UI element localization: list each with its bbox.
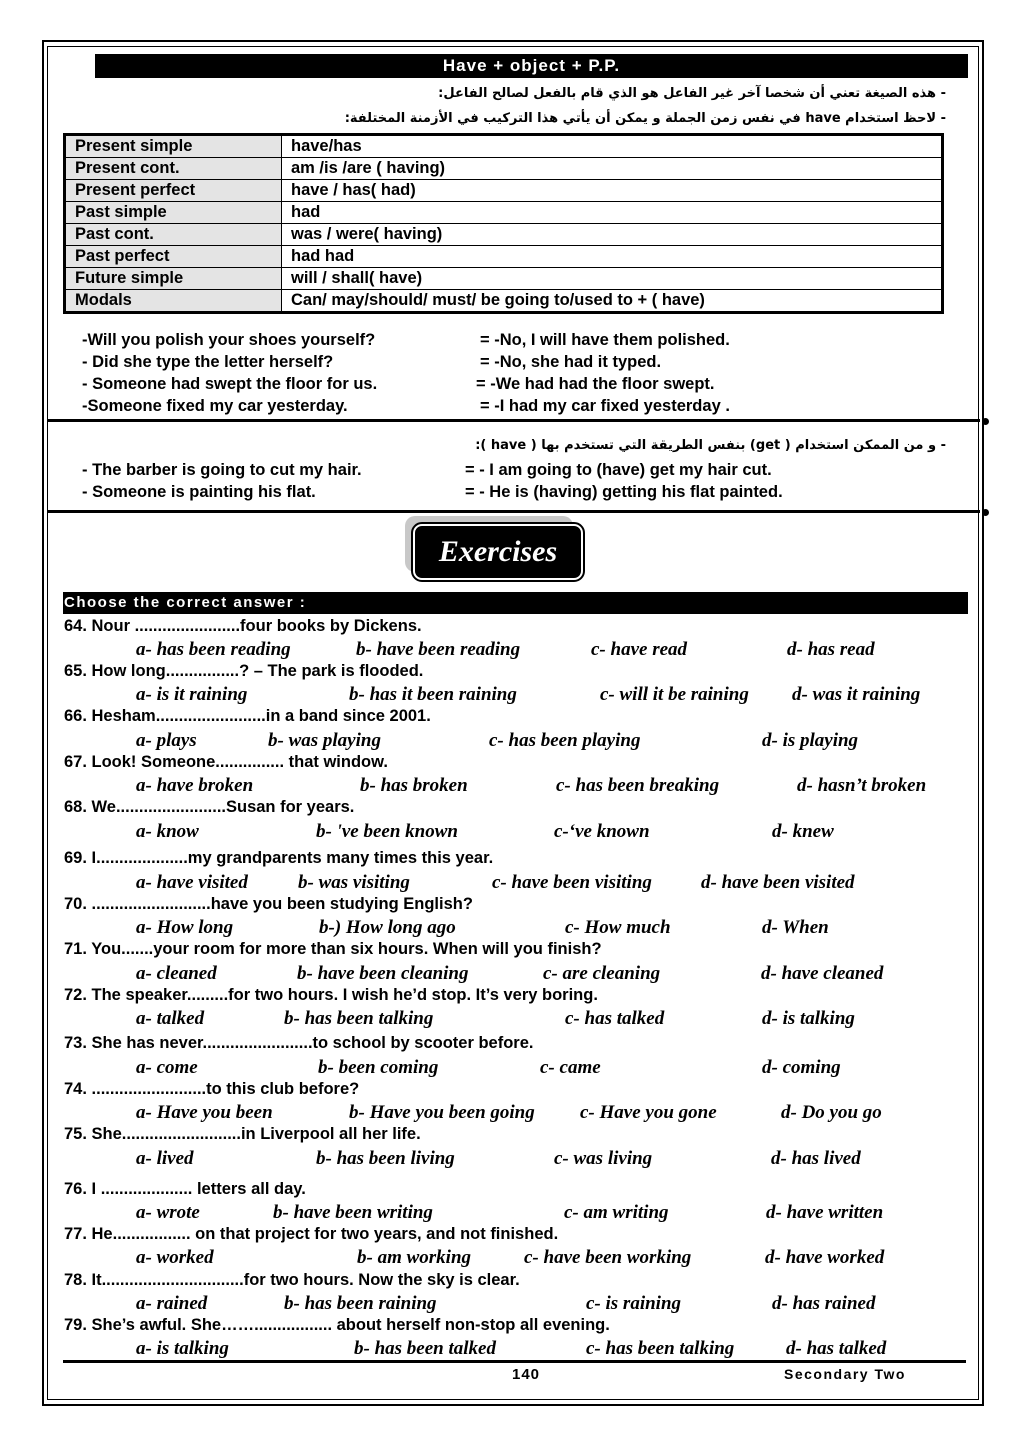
option-a: a- How long	[136, 917, 234, 938]
table-row	[65, 290, 943, 313]
option-c: c- have read	[591, 639, 688, 660]
tense-form: was / were( having)	[282, 224, 943, 246]
example-answer: = -No, I will have them polished.	[480, 331, 730, 349]
question-stem: 78. It...............................for two hours. Now the sky is clear.	[64, 1271, 520, 1289]
tense-form: had had	[282, 246, 943, 268]
option-c: c- have been working	[524, 1247, 692, 1268]
option-c: c- came	[540, 1057, 601, 1078]
option-b: b- has been talked	[354, 1338, 496, 1359]
bullet-dot	[982, 418, 989, 425]
option-a: a- have visited	[136, 872, 248, 893]
option-d: d- coming	[762, 1057, 841, 1078]
option-d: d- has lived	[771, 1148, 861, 1169]
question-stem: 79. She’s awful. She……................. about herself non-stop all evening.	[64, 1316, 610, 1334]
example-answer: = -We had had the floor swept.	[476, 375, 715, 393]
table-row	[65, 246, 943, 268]
option-c: c- am writing	[564, 1202, 669, 1223]
instruction-bar: Choose the correct answer :	[63, 592, 968, 614]
tense-form: Can/ may/should/ must/ be going to/used to + ( have)	[282, 290, 943, 313]
tense-name: Present simple	[65, 135, 282, 158]
option-d: d- is playing	[762, 730, 859, 751]
tense-name: Past cont.	[65, 224, 282, 246]
example-sentence: - Someone is painting his flat.	[82, 483, 316, 501]
section-divider	[48, 510, 980, 513]
tense-name: Past simple	[65, 202, 282, 224]
option-a: a- cleaned	[136, 963, 217, 984]
option-d: d- have cleaned	[761, 963, 884, 984]
option-c: c- has been talking	[586, 1338, 735, 1359]
option-d: d- has rained	[772, 1293, 876, 1314]
option-c: c- has been playing	[489, 730, 641, 751]
option-c: c-‘ve known	[554, 821, 650, 842]
option-d: d- Do you go	[781, 1102, 882, 1123]
question-stem: 76. I .................... letters all day.	[64, 1180, 306, 1198]
example-sentence: - The barber is going to cut my hair.	[82, 461, 362, 479]
tense-form: had	[282, 202, 943, 224]
question-stem: 71. You.......your room for more than six hours. When will you finish?	[64, 940, 602, 958]
option-d: d- knew	[772, 821, 834, 842]
question-stem: 73. She has never........................to school by scooter before.	[64, 1034, 534, 1052]
option-b: b- have been writing	[273, 1202, 433, 1223]
question-stem: 70. ..........................have you been studying English?	[64, 895, 473, 913]
question-stem: 77. He................. on that project for two years, and not finished.	[64, 1225, 559, 1243]
table-row	[65, 202, 943, 224]
option-d: d- has talked	[786, 1338, 887, 1359]
option-c: c- have been visiting	[492, 872, 652, 893]
option-b: b- am working	[357, 1247, 472, 1268]
option-c: c- has talked	[565, 1008, 665, 1029]
footer-divider	[63, 1360, 966, 1363]
tense-name: Present cont.	[65, 158, 282, 180]
option-d: d- is talking	[762, 1008, 855, 1029]
option-b: b- have been reading	[356, 639, 521, 660]
option-a: a- has been reading	[136, 639, 291, 660]
option-a: a- have broken	[136, 775, 254, 796]
question-stem: 74. .........................to this club before?	[64, 1080, 360, 1098]
example-answer: = -No, she had it typed.	[480, 353, 662, 371]
question-stem: 65. How long................? – The park is flooded.	[64, 662, 424, 680]
option-a: a- know	[136, 821, 199, 842]
option-b: b- been coming	[318, 1057, 439, 1078]
page-number: 140	[512, 1366, 541, 1383]
question-stem: 64. Nour .......................four books by Dickens.	[64, 617, 422, 635]
option-a: a- is talking	[136, 1338, 229, 1359]
table-row	[65, 268, 943, 290]
option-a: a- talked	[136, 1008, 205, 1029]
option-b: b- Have you been going	[349, 1102, 535, 1123]
option-d: d- hasn’t broken	[797, 775, 927, 796]
section-title: Have + object + P.P.	[95, 54, 968, 78]
exercises-badge: Exercises	[413, 524, 583, 580]
example-sentence: - Did she type the letter herself?	[82, 353, 334, 371]
example-answer: = - I am going to (have) get my hair cut.	[465, 461, 772, 479]
tense-form: will / shall( have)	[282, 268, 943, 290]
example-answer: = - He is (having) getting his flat painted.	[465, 483, 783, 501]
option-b: b- have been cleaning	[297, 963, 469, 984]
option-c: c- was living	[554, 1148, 653, 1169]
option-b: b- was playing	[268, 730, 381, 751]
option-b: b-) How long ago	[319, 917, 456, 938]
bullet-dot	[982, 509, 989, 516]
question-stem: 68. We........................Susan for years.	[64, 798, 355, 816]
option-c: c- has been breaking	[556, 775, 720, 796]
option-c: c- will it be raining	[600, 684, 749, 705]
option-c: c- is raining	[586, 1293, 682, 1314]
tense-table	[63, 133, 944, 314]
arabic-note-1: - هذه الصيغة تعني أن شخصا آخر غير الفاعل هو الذي قام بالفعل لصالح الفاعل:	[438, 86, 946, 101]
tense-form: have / has( had)	[282, 180, 943, 202]
example-sentence: -Someone fixed my car yesterday.	[82, 397, 348, 415]
option-b: b- was visiting	[298, 872, 410, 893]
option-b: b- has it been raining	[349, 684, 517, 705]
option-d: d- When	[762, 917, 829, 938]
tense-name: Present perfect	[65, 180, 282, 202]
tense-name: Modals	[65, 290, 282, 313]
option-d: d- have been visited	[701, 872, 855, 893]
tense-name: Past perfect	[65, 246, 282, 268]
option-a: a- is it raining	[136, 684, 248, 705]
option-a: a- Have you been	[136, 1102, 273, 1123]
option-a: a- come	[136, 1057, 198, 1078]
option-b: b- has been living	[316, 1148, 455, 1169]
question-stem: 67. Look! Someone............... that window.	[64, 753, 388, 771]
table-row	[65, 158, 943, 180]
example-sentence: - Someone had swept the floor for us.	[82, 375, 378, 393]
table-row	[65, 224, 943, 246]
option-d: d- have written	[766, 1202, 884, 1223]
option-b: b- 've been known	[316, 821, 458, 842]
option-c: c- How much	[565, 917, 671, 938]
footer-label: Secondary Two	[784, 1366, 906, 1382]
option-d: d- was it raining	[792, 684, 921, 705]
option-c: c- Have you gone	[580, 1102, 717, 1123]
question-stem: 66. Hesham........................in a band since 2001.	[64, 707, 431, 725]
option-b: b- has been talking	[284, 1008, 434, 1029]
tense-form: am /is /are ( having)	[282, 158, 943, 180]
option-a: a- worked	[136, 1247, 214, 1268]
tense-form: have/has	[282, 135, 943, 158]
question-stem: 72. The speaker.........for two hours. I wish he’d stop. It’s very boring.	[64, 986, 598, 1004]
example-answer: = -I had my car fixed yesterday .	[480, 397, 730, 415]
get-note: - و من الممكن استخدام ( get) بنفس الطريقة التي تستخدم بها ( have ):	[475, 438, 946, 453]
option-d: d- have worked	[765, 1247, 885, 1268]
table-row	[65, 135, 943, 158]
section-divider	[48, 419, 980, 422]
option-a: a- plays	[136, 730, 197, 751]
option-a: a- wrote	[136, 1202, 200, 1223]
option-c: c- are cleaning	[543, 963, 661, 984]
option-b: b- has been raining	[284, 1293, 437, 1314]
question-stem: 69. I....................my grandparents many times this year.	[64, 849, 494, 867]
table-row	[65, 180, 943, 202]
example-sentence: -Will you polish your shoes yourself?	[82, 331, 376, 349]
option-b: b- has broken	[360, 775, 468, 796]
tense-name: Future simple	[65, 268, 282, 290]
arabic-note-2: - لاحظ استخدام have في نفس زمن الجملة و يمكن أن يأتي هذا التركيب في الأزمنة المختلفة:	[344, 111, 946, 126]
option-d: d- has read	[787, 639, 875, 660]
option-a: a- lived	[136, 1148, 194, 1169]
question-stem: 75. She..........................in Liverpool all her life.	[64, 1125, 421, 1143]
option-a: a- rained	[136, 1293, 208, 1314]
